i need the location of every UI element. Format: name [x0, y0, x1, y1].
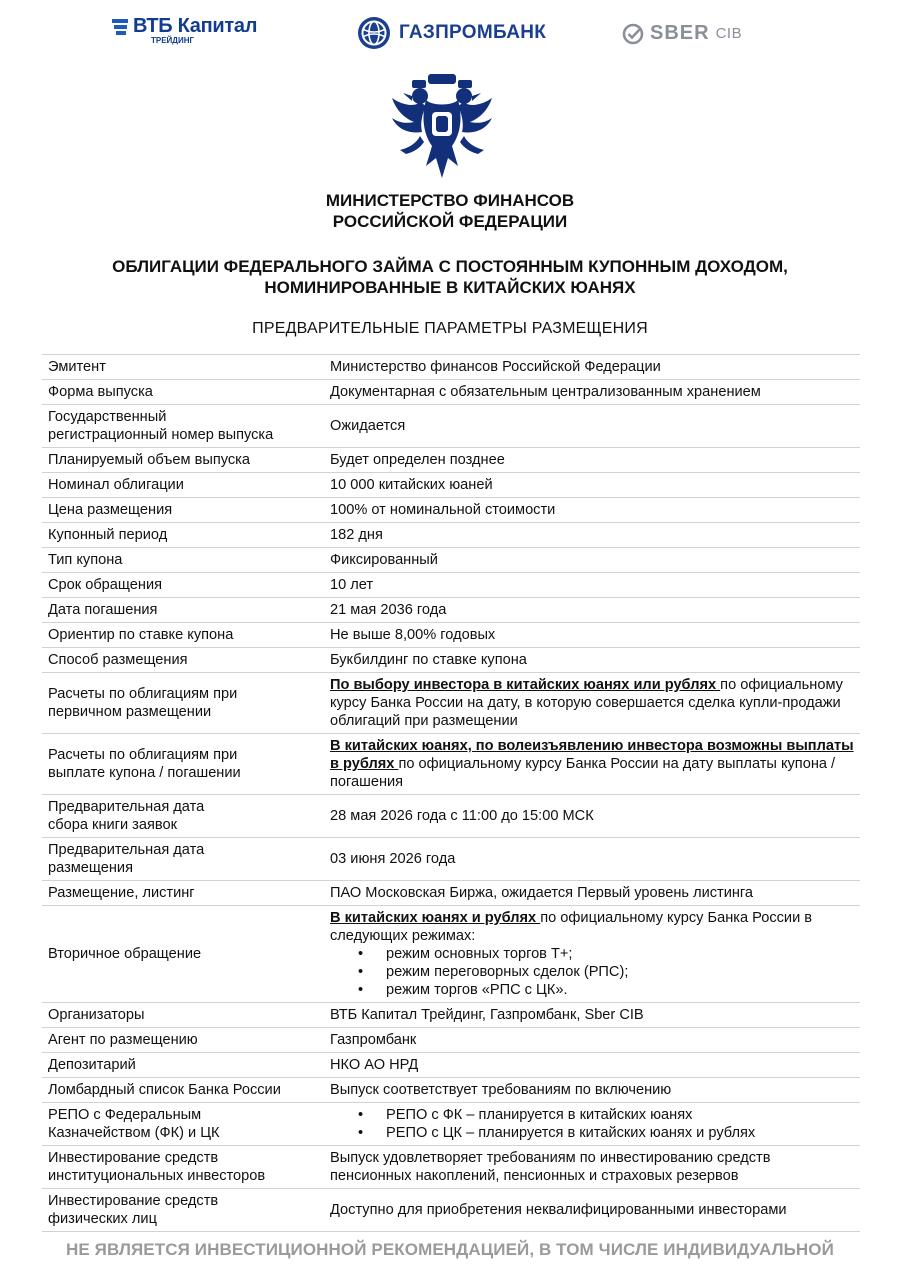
sber-logo-name: SBER [650, 22, 710, 44]
param-value: ПАО Московская Биржа, ожидается Первый уровень листинга [318, 881, 860, 906]
ministry-title-line: РОССИЙСКОЙ ФЕДЕРАЦИИ [332, 212, 568, 231]
param-key: Расчеты по облигациям при первичном размещении [42, 673, 318, 734]
sber-check-icon [622, 23, 644, 45]
param-key: Цена размещения [42, 498, 318, 523]
param-key: Предварительная дата размещения [42, 838, 318, 881]
param-key: Инвестирование средств физических лиц [42, 1189, 318, 1232]
param-value: Будет определен позднее [318, 448, 860, 473]
param-key: Государственный регистрационный номер выпуска [42, 405, 318, 448]
param-value: Фиксированный [318, 548, 860, 573]
table-row [42, 648, 860, 673]
param-value: Не выше 8,00% годовых [318, 623, 860, 648]
gazprombank-logo [357, 16, 546, 50]
gazprombank-logo-name: ГАЗПРОМБАНК [399, 22, 547, 43]
param-value: Министерство финансов Российской Федерации [318, 355, 860, 380]
vtb-stripes-icon [112, 19, 128, 35]
param-key: Срок обращения [42, 573, 318, 598]
param-value: 100% от номинальной стоимости [318, 498, 860, 523]
param-value: В китайских юанях и рублях по официальному курсу Банка России в следующих режимах: • режим основных торгов Т+; • режим переговорных сделок (РПС); • режим торгов «РПС с ЦК». [318, 906, 860, 1003]
param-value: Выпуск удовлетворяет требованиям по инвестированию средств пенсионных накоплений, пенсионных и страховых резервов [318, 1146, 860, 1189]
param-value: Букбилдинг по ставке купона [318, 648, 860, 673]
table-row [42, 498, 860, 523]
param-value [318, 1103, 860, 1146]
param-value: В китайских юанях, по волеизъявлению инвестора возможны выплаты в рублях по официальному курсу Банка России на дату выплаты купона / погашения [318, 734, 860, 795]
params-title: ПРЕДВАРИТЕЛЬНЫЕ ПАРАМЕТРЫ РАЗМЕЩЕНИЯ [252, 320, 648, 337]
table-row [42, 1103, 860, 1146]
sber-cib-logo [622, 22, 742, 45]
param-value: НКО АО НРД [318, 1053, 860, 1078]
vtb-capital-logo [112, 16, 257, 46]
param-value: 21 мая 2036 года [318, 598, 860, 623]
disclaimer: НЕ ЯВЛЯЕТСЯ ИНВЕСТИЦИОННОЙ РЕКОМЕНДАЦИЕЙ, В ТОМ ЧИСЛЕ ИНДИВИДУАЛЬНОЙ [66, 1240, 834, 1259]
param-value: 10 лет [318, 573, 860, 598]
table-row [42, 355, 860, 380]
list-item: • режим основных торгов Т+; [330, 945, 854, 963]
table-row [42, 1053, 860, 1078]
param-key: Ломбардный список Банка России [42, 1078, 318, 1103]
table-row [42, 673, 860, 734]
table-row [42, 734, 860, 795]
table-row [42, 573, 860, 598]
sber-logo-suffix: CIB [715, 25, 743, 42]
list-item: • режим торгов «РПС с ЦК». [330, 981, 854, 999]
param-value: ВТБ Капитал Трейдинг, Газпромбанк, Sber CIB [318, 1003, 860, 1028]
param-key: Агент по размещению [42, 1028, 318, 1053]
table-row [42, 1003, 860, 1028]
param-key: Дата погашения [42, 598, 318, 623]
param-key: Вторичное обращение [42, 906, 318, 1003]
param-key: Купонный период [42, 523, 318, 548]
bullet-list [330, 945, 854, 999]
double-headed-eagle-icon [390, 74, 494, 180]
gazprombank-globe-icon [357, 16, 391, 50]
param-value: Выпуск соответствует требованиям по включению [318, 1078, 860, 1103]
param-key: РЕПО с Федеральным Казначейством (ФК) и ЦК [42, 1103, 318, 1146]
list-item: • РЕПО с ФК – планируется в китайских юанях [330, 1106, 854, 1124]
param-key: Номинал облигации [42, 473, 318, 498]
param-value: 28 мая 2026 года с 11:00 до 15:00 МСК [318, 795, 860, 838]
vtb-logo-sub: ТРЕЙДИНГ [151, 36, 195, 45]
param-value: Доступно для приобретения неквалифицированными инвесторами [318, 1189, 860, 1232]
table-row [42, 881, 860, 906]
table-row [42, 598, 860, 623]
param-key: Форма выпуска [42, 380, 318, 405]
param-key: Эмитент [42, 355, 318, 380]
param-key: Планируемый объем выпуска [42, 448, 318, 473]
table-row [42, 1028, 860, 1053]
bond-title [0, 256, 900, 298]
param-value: 10 000 китайских юаней [318, 473, 860, 498]
list-item: • режим переговорных сделок (РПС); [330, 963, 854, 981]
param-key: Депозитарий [42, 1053, 318, 1078]
table-row [42, 405, 860, 448]
param-key: Расчеты по облигациям при выплате купона / погашении [42, 734, 318, 795]
list-item: • РЕПО с ЦК – планируется в китайских юанях и рублях [330, 1124, 854, 1142]
table-row [42, 448, 860, 473]
param-key: Инвестирование средств институциональных инвесторов [42, 1146, 318, 1189]
table-row [42, 1189, 860, 1232]
table-row [42, 906, 860, 1003]
table-row [42, 795, 860, 838]
table-row [42, 1146, 860, 1189]
partner-logos [0, 14, 906, 58]
table-row [42, 548, 860, 573]
param-key: Тип купона [42, 548, 318, 573]
vtb-logo-name: ВТБ Капитал [133, 15, 258, 37]
param-value: Газпромбанк [318, 1028, 860, 1053]
param-key: Организаторы [42, 1003, 318, 1028]
table-row [42, 1078, 860, 1103]
table-row [42, 838, 860, 881]
param-value: Документарная с обязательным централизованным хранением [318, 380, 860, 405]
param-value: 182 дня [318, 523, 860, 548]
param-value: Ожидается [318, 405, 860, 448]
param-key: Предварительная дата сбора книги заявок [42, 795, 318, 838]
table-row [42, 523, 860, 548]
param-value: По выбору инвестора в китайских юанях или рублях по официальному курсу Банка России на дату, в которую совершается сделка купли-продажи облигаций при размещении [318, 673, 860, 734]
param-value: 03 июня 2026 года [318, 838, 860, 881]
table-row [42, 380, 860, 405]
param-key: Ориентир по ставке купона [42, 623, 318, 648]
ministry-title [0, 190, 900, 232]
bullet-list [330, 1106, 854, 1142]
table-row [42, 473, 860, 498]
ministry-title-line: МИНИСТЕРСТВО ФИНАНСОВ [325, 191, 575, 210]
table-row [42, 623, 860, 648]
params-table [42, 354, 860, 1232]
bond-title-line: ОБЛИГАЦИИ ФЕДЕРАЛЬНОГО ЗАЙМА С ПОСТОЯННЫМ КУПОННЫМ ДОХОДОМ, [112, 257, 788, 276]
param-key: Размещение, листинг [42, 881, 318, 906]
bond-title-line: НОМИНИРОВАННЫЕ В КИТАЙСКИХ ЮАНЯХ [264, 278, 636, 297]
param-key: Способ размещения [42, 648, 318, 673]
